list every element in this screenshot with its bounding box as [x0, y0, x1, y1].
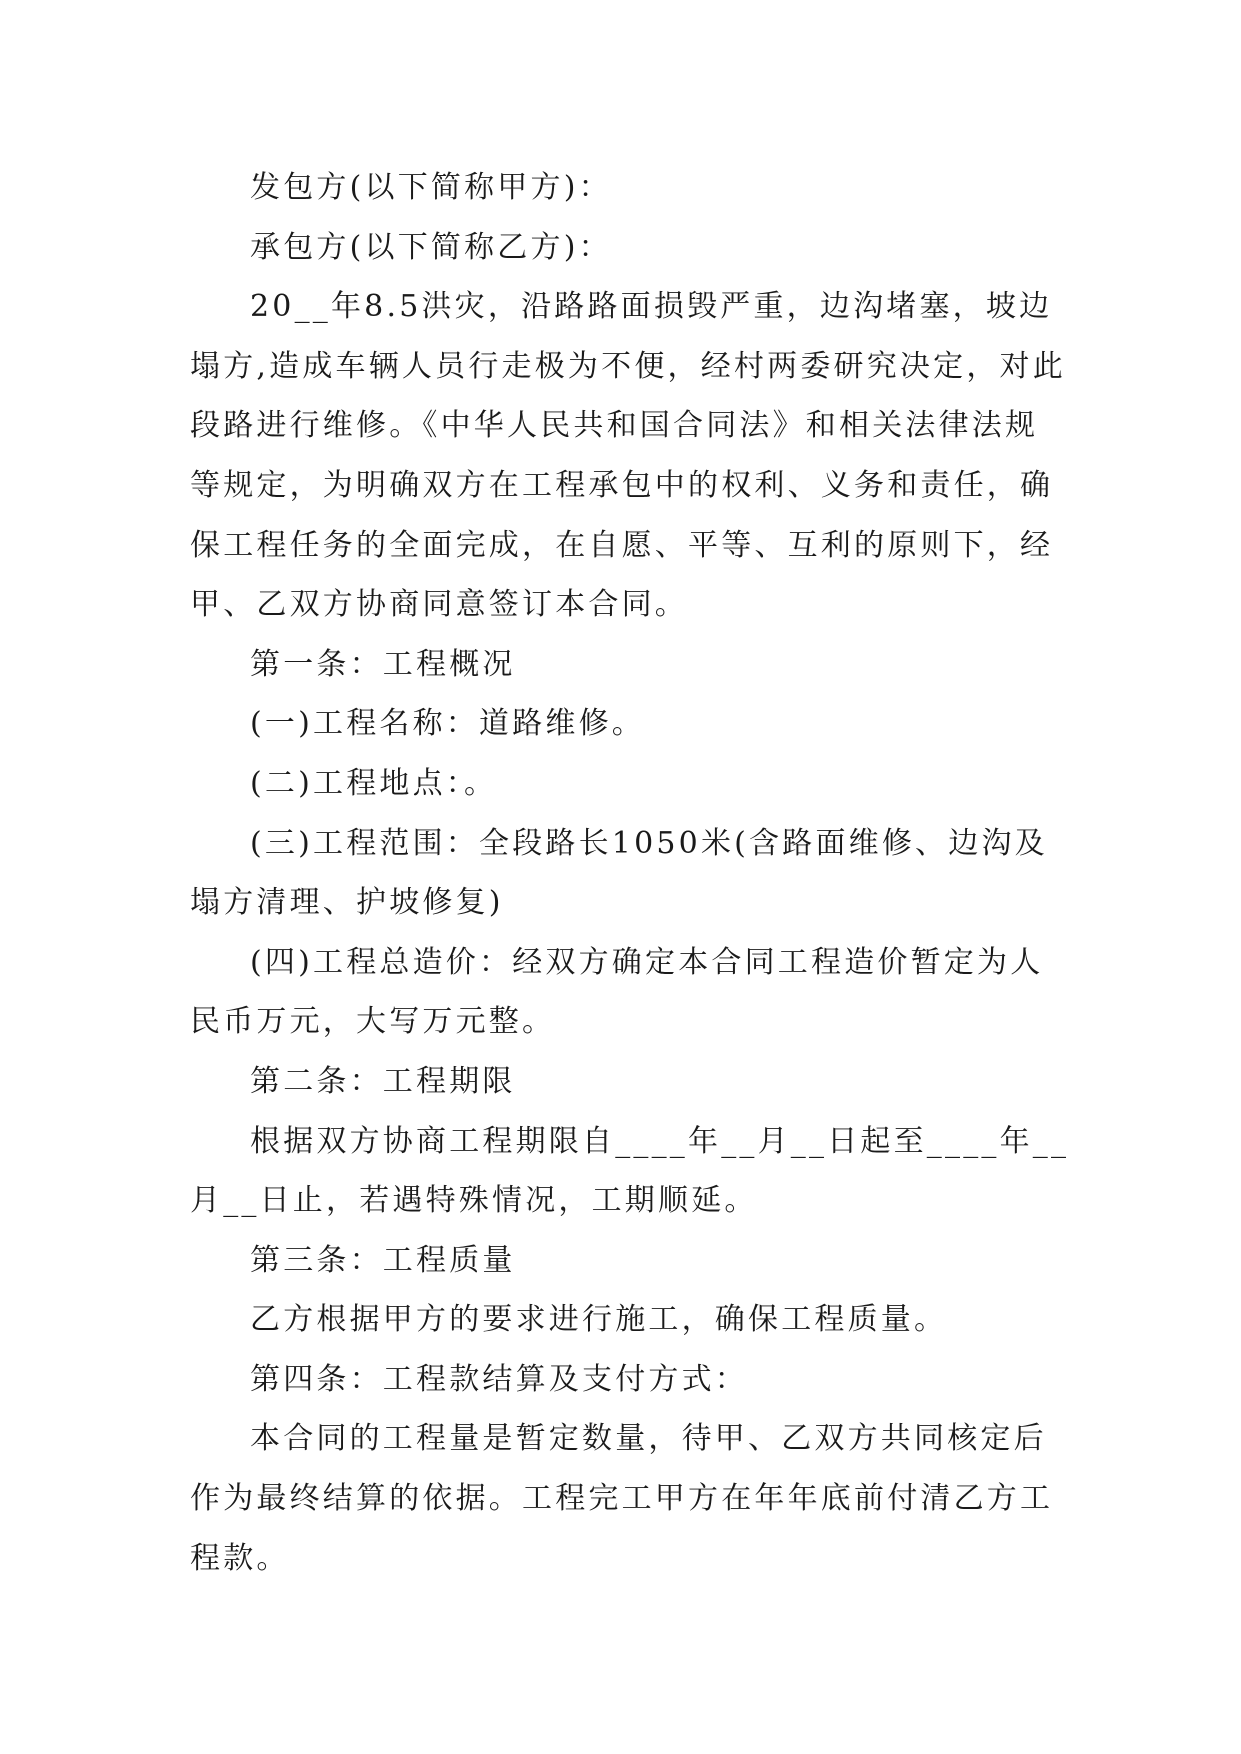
- party-b-line: 承包方(以下简称乙方)：: [250, 229, 612, 265]
- article-3-heading: 第三条：工程质量: [250, 1242, 516, 1278]
- project-quality-paragraph: 乙方根据甲方的要求进行施工，确保工程质量。: [250, 1302, 948, 1338]
- article-2-heading: 第二条：工程期限: [250, 1063, 516, 1099]
- project-location-item: (二)工程地点：。: [250, 765, 498, 801]
- party-a-line: 发包方(以下简称甲方)：: [250, 170, 612, 205]
- article-1-heading: 第一条：工程概况: [250, 646, 516, 682]
- article-4-heading: 第四条：工程款结算及支付方式：: [250, 1361, 748, 1397]
- project-period-paragraph: 根据双方协商工程期限自____年__月__日起至____年__月__日止，若遇特殊情况，工期顺延。: [190, 1123, 1070, 1219]
- project-cost-item: (四)工程总造价：经双方确定本合同工程造价暂定为人民币万元，大写万元整。: [190, 944, 1044, 1040]
- project-scope-item: (三)工程范围：全段路长1050米(含路面维修、边沟及塌方清理、护坡修复): [190, 825, 1048, 921]
- contract-body: [190, 158, 1070, 1588]
- payment-paragraph: 本合同的工程量是暂定数量，待甲、乙双方共同核定后作为最终结算的依据。工程完工甲方在年年底前付清乙方工程款。: [190, 1421, 1054, 1576]
- preamble-paragraph: 20__年8.5洪灾，沿路路面损毁严重，边沟堵塞，坡边塌方,造成车辆人员行走极为不便，经村两委研究决定，对此段路进行维修。《中华人民共和国合同法》和相关法律法规等规定，为明确双方在工程承包中的权利、义务和责任，确保工程任务的全面完成，在自愿、平等、互利的原则下，经甲、乙双方协商同意签订本合同。: [190, 289, 1066, 623]
- project-name-item: (一)工程名称：道路维修。: [250, 706, 646, 742]
